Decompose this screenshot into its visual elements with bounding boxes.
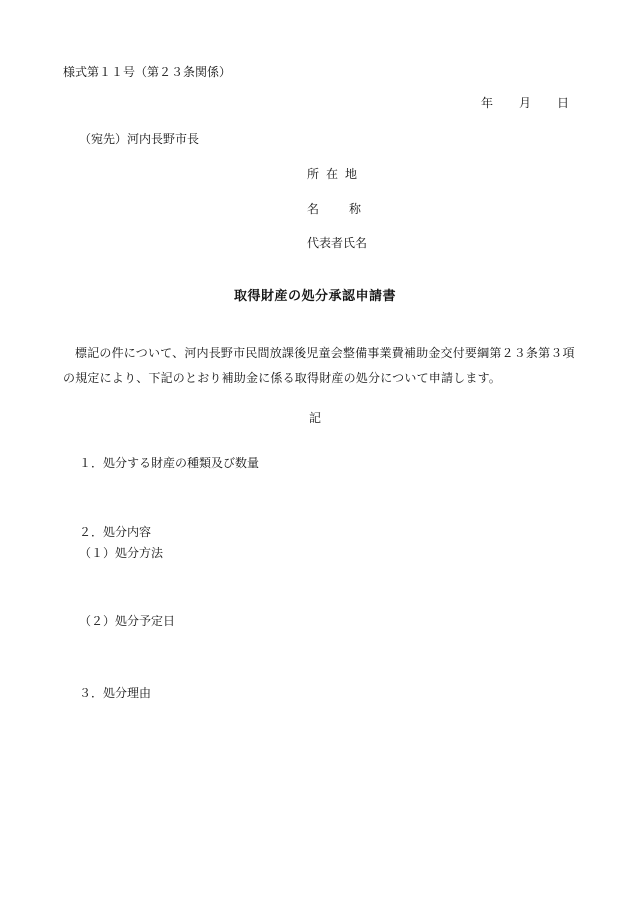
date-year-label: 年 — [480, 96, 493, 110]
applicant-representative-label: 代表者氏名 — [307, 236, 368, 250]
item-2-disposal-content: ２．処分内容 — [79, 525, 152, 539]
item-3-disposal-reason: ３．処分理由 — [79, 686, 152, 700]
document-title: 取得財産の処分承認申請書 — [233, 289, 396, 304]
body-paragraph: 標記の件について、河内長野市民間放課後児童会整備事業費補助金交付要綱第２３条第３項の規定により、下記のとおり補助金に係る取得財産の処分について申請します。 — [63, 346, 575, 385]
item-2-2-disposal-date: （２）処分予定日 — [79, 614, 176, 628]
item-1-property-type: １．処分する財産の種類及び数量 — [79, 456, 260, 470]
applicant-name-label: 名称 — [307, 202, 392, 216]
applicant-location-label: 所在地 — [307, 167, 365, 181]
form-number: 様式第１１号（第２３条関係） — [63, 65, 232, 79]
date-month-label: 月 — [518, 96, 531, 110]
date-line — [481, 96, 569, 110]
item-2-1-disposal-method: （１）処分方法 — [79, 546, 164, 560]
date-day-label: 日 — [556, 96, 569, 110]
addressee: （宛先）河内長野市長 — [79, 132, 200, 146]
ki-heading: 記 — [308, 411, 321, 425]
